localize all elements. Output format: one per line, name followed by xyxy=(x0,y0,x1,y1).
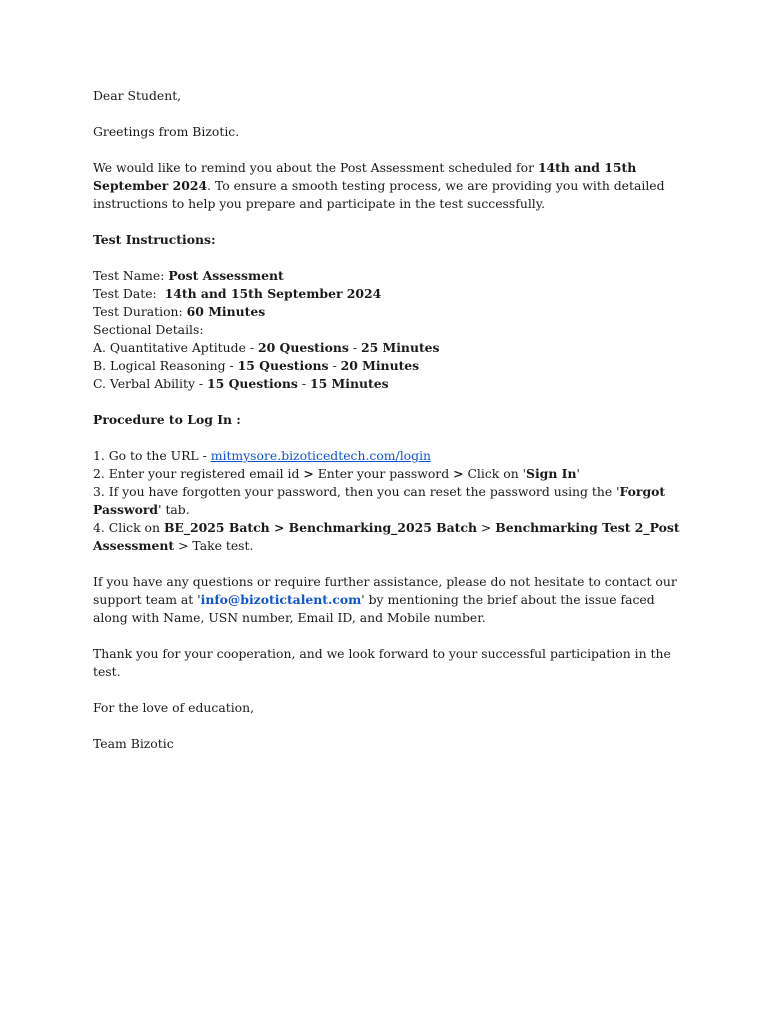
step-3-text-2: ' tab. xyxy=(158,502,190,517)
step-4-text-2: > Take test. xyxy=(174,538,254,553)
test-name-value: Post Assessment xyxy=(168,268,284,283)
letter-body xyxy=(93,87,693,753)
section-sep: - xyxy=(328,358,341,373)
support-text-2: ' by mentioning the brief about the issue faced along with Name, USN number, Email ID, and Mobile number. xyxy=(93,592,655,625)
test-name-label: Test Name: xyxy=(93,268,169,283)
support-text-1: If you have any questions or require further assistance, please do not hesitate to contact our support team at ' xyxy=(93,574,677,607)
step-1 xyxy=(93,447,693,465)
instructions-heading xyxy=(93,231,693,249)
step-4-batch: BE_2025 Batch > Benchmarking_2025 Batch xyxy=(163,520,477,535)
signature: Team Bizotic xyxy=(93,736,174,751)
section-line xyxy=(93,357,693,375)
test-date-line xyxy=(93,285,693,303)
step-3 xyxy=(93,483,693,519)
closing-line: For the love of education, xyxy=(93,700,255,715)
section-time: 25 Minutes xyxy=(360,340,440,355)
test-duration-value: 60 Minutes xyxy=(186,304,266,319)
section-time: 15 Minutes xyxy=(310,376,389,391)
spacer xyxy=(93,105,693,123)
greeting: Greetings from Bizotic. xyxy=(93,124,240,139)
intro-paragraph xyxy=(93,159,693,213)
section-questions: 20 Questions xyxy=(257,340,349,355)
test-duration-line xyxy=(93,303,693,321)
spacer xyxy=(93,627,693,645)
step-2-text-3: Click on ' xyxy=(463,466,527,481)
step-2-text-2: Enter your password xyxy=(313,466,454,481)
sectional-details-label: Sectional Details: xyxy=(93,322,204,337)
intro-text-2: . To ensure a smooth testing process, we are providing you with detailed instructions to help you prepare and participate in the test successfully. xyxy=(93,178,665,211)
section-questions: 15 Questions xyxy=(207,376,298,391)
spacer xyxy=(93,429,693,447)
spacer xyxy=(93,213,693,231)
step-2-arrow-1: > xyxy=(303,466,314,481)
spacer xyxy=(93,681,693,699)
step-4-text-1: 4. Click on xyxy=(93,520,164,535)
step-4-test: Benchmarking Test 2_Post Assessment xyxy=(93,520,680,553)
step-2-arrow-2: > xyxy=(453,466,464,481)
section-name: C. Verbal Ability - xyxy=(93,376,208,391)
section-name: B. Logical Reasoning - xyxy=(93,358,238,373)
thanks-paragraph: Thank you for your cooperation, and we look forward to your successful participation in the test. xyxy=(93,646,671,679)
spacer xyxy=(93,141,693,159)
step-3-text-1: 3. If you have forgotten your password, then you can reset the password using the ' xyxy=(93,484,620,499)
spacer xyxy=(93,249,693,267)
section-name: A. Quantitative Aptitude - xyxy=(93,340,258,355)
step-2-text-4: ' xyxy=(576,466,580,481)
instructions-heading-text: Test Instructions: xyxy=(93,232,216,247)
salutation: Dear Student, xyxy=(93,88,182,103)
section-line xyxy=(93,375,693,393)
step-1-text: 1. Go to the URL - xyxy=(93,448,211,463)
test-date-value: 14th and 15th September 2024 xyxy=(164,286,382,301)
test-duration-label: Test Duration: xyxy=(93,304,187,319)
spacer xyxy=(93,393,693,411)
procedure-heading-text: Procedure to Log In : xyxy=(93,412,241,427)
section-questions: 15 Questions xyxy=(237,358,329,373)
test-date-label: Test Date: xyxy=(93,286,165,301)
step-4 xyxy=(93,519,693,555)
step-2 xyxy=(93,465,693,483)
test-name-line xyxy=(93,267,693,285)
procedure-heading xyxy=(93,411,693,429)
intro-text-1: We would like to remind you about the Post Assessment scheduled for xyxy=(93,160,538,175)
section-time: 20 Minutes xyxy=(340,358,420,373)
step-4-gt: > xyxy=(476,520,496,535)
login-url-link[interactable]: mitmysore.bizoticedtech.com/login xyxy=(210,448,432,463)
step-2-sign-in: Sign In xyxy=(526,466,577,481)
spacer xyxy=(93,555,693,573)
support-paragraph xyxy=(93,573,693,627)
section-sep: - xyxy=(297,376,310,391)
support-email[interactable]: info@bizotictalent.com xyxy=(200,592,362,607)
intro-dates: 14th and 15th September 2024 xyxy=(93,160,637,193)
section-sep: - xyxy=(348,340,361,355)
spacer xyxy=(93,717,693,735)
step-3-forgot-password: Forgot Password xyxy=(93,484,666,517)
section-line xyxy=(93,339,693,357)
step-2-text-1: 2. Enter your registered email id xyxy=(93,466,304,481)
